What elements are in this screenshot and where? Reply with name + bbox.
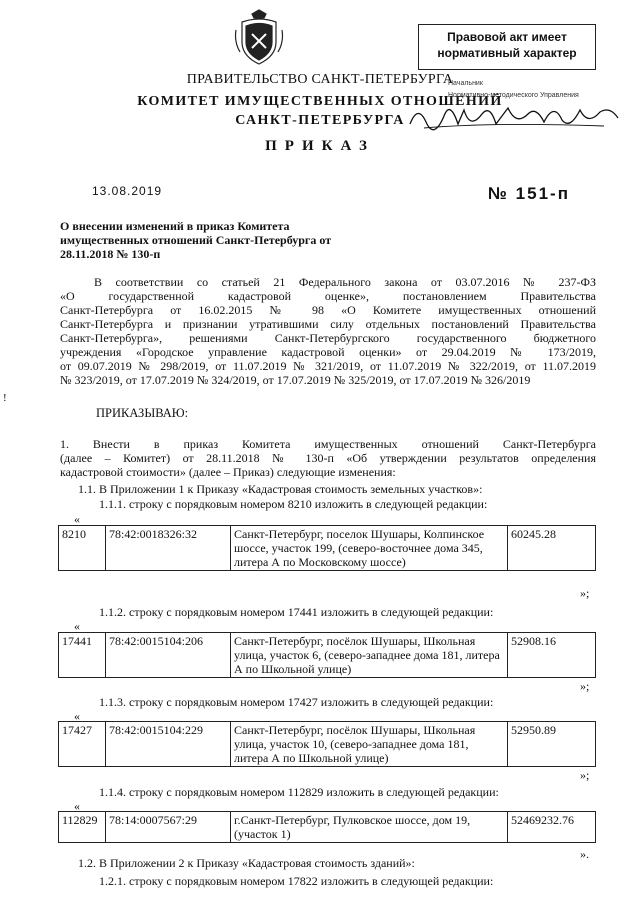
item-1-1-1: 1.1.1. строку с порядковым номером 8210 изложить в следующей редакции: <box>99 497 488 511</box>
item-1-line: (далее – Комитет) от 28.11.2018 № 130-п «Об утверждении результатов определения <box>60 451 596 465</box>
item-1-2: 1.2. В Приложении 2 к Приказу «Кадастровая стоимость зданий»: <box>78 856 415 870</box>
address: г.Санкт-Петербург, Пулковское шоссе, дом 19, (участок 1) <box>231 812 508 843</box>
address: Санкт-Петербург, поселок Шушары, Колпинское шоссе, участок 199, (северо-восточнее дома 345, литера А по Московскому шоссе) <box>231 526 508 571</box>
preamble-line: от 09.07.2019 № 298/2019, от 11.07.2019 № 321/2019, от 11.07.2019 № 322/2019, от 11.07.2019 <box>60 359 596 373</box>
table-row <box>59 722 596 767</box>
city-heading: САНКТ-ПЕТЕРБУРГА <box>235 113 405 128</box>
signature-caption-2: Нормативно-методического Управления <box>448 92 579 99</box>
preamble-line: Санкт-Петербурга и признании утратившими силу отдельных постановлений Правительства <box>60 317 596 331</box>
preamble-line: учреждения «Городское управление кадастровой оценки» от 29.04.2019 № 173/2019, <box>60 345 596 359</box>
document-number: № 151-п <box>488 184 570 203</box>
handwritten-signature <box>404 96 634 136</box>
document-title: О внесении изменений в приказ Комитета имущественных отношений Санкт-Петербурга от 28.11.2018 № 130-п <box>60 219 332 261</box>
close-quote: »; <box>580 586 590 600</box>
preamble-line: № 323/2019, от 17.07.2019 № 324/2019, от 17.07.2019 № 325/2019, от 17.07.2019 № 326/2019 <box>60 373 531 387</box>
stamp-line-2: нормативный характер <box>437 46 577 60</box>
address: Санкт-Петербург, посёлок Шушары, Школьная улица, участок 10, (северо-западнее дома 181, литера А по Школьной улице) <box>231 722 508 767</box>
preamble-line: Санкт-Петербурга от 16.02.2015 № 98 «О Комитете имущественных отношений <box>60 303 596 317</box>
committee-heading: КОМИТЕТ ИМУЩЕСТВЕННЫХ ОТНОШЕНИЙ <box>137 94 503 109</box>
cadastral-value: 52908.16 <box>508 633 596 678</box>
item-1-2-1: 1.2.1. строку с порядковым номером 17822 изложить в следующей редакции: <box>99 874 494 888</box>
close-quote: »; <box>580 768 590 782</box>
cadastral-row-table <box>58 811 596 843</box>
open-quote: « <box>74 799 80 813</box>
table-row <box>59 812 596 843</box>
close-quote: »; <box>580 679 590 693</box>
preamble-line: «О государственной кадастровой оценке», постановлением Правительства <box>60 289 596 303</box>
cadastral-value: 60245.28 <box>508 526 596 571</box>
preamble-line: В соответствии со статьей 21 Федерального закона от 03.07.2016 № 237-ФЗ <box>94 275 596 289</box>
preamble-line: Санкт-Петербурга», решениями Санкт-Петербургского государственного бюджетного <box>60 331 596 345</box>
cadastral-value: 52950.89 <box>508 722 596 767</box>
cadastral-number: 78:42:0015104:206 <box>106 633 231 678</box>
signature-caption-1: Начальник <box>448 80 483 87</box>
item-1-1-4: 1.1.4. строку с порядковым номером 112829 изложить в следующей редакции: <box>99 785 499 799</box>
open-quote: « <box>74 709 80 723</box>
open-quote: « <box>74 512 80 526</box>
row-number: 17427 <box>59 722 106 767</box>
item-1-1-3: 1.1.3. строку с порядковым номером 17427 изложить в следующей редакции: <box>99 695 494 709</box>
stamp-line-1: Правовой акт имеет <box>447 30 567 44</box>
item-1-line: 1. Внести в приказ Комитета имущественных отношений Санкт-Петербурга <box>60 437 596 451</box>
document-date: 13.08.2019 <box>92 184 163 198</box>
government-heading: ПРАВИТЕЛЬСТВО САНКТ-ПЕТЕРБУРГА <box>186 72 454 87</box>
open-quote: « <box>74 619 80 633</box>
preamble <box>60 275 596 387</box>
address: Санкт-Петербург, посёлок Шушары, Школьная улица, участок 6, (северо-западнее дома 181, литера А по Школьной улице) <box>231 633 508 678</box>
item-1 <box>60 437 596 479</box>
item-1-line: кадастровой стоимости» (далее – Приказ) следующие изменения: <box>60 465 396 479</box>
row-number: 112829 <box>59 812 106 843</box>
coat-of-arms-emblem <box>232 8 286 68</box>
cadastral-number: 78:14:0007567:29 <box>106 812 231 843</box>
cadastral-row-table <box>58 632 596 678</box>
cadastral-value: 52469232.76 <box>508 812 596 843</box>
row-number: 8210 <box>59 526 106 571</box>
margin-mark: ! <box>3 392 7 404</box>
close-quote-final: ». <box>580 847 589 861</box>
cadastral-number: 78:42:0018326:32 <box>106 526 231 571</box>
cadastral-row-table <box>58 525 596 571</box>
cadastral-number: 78:42:0015104:229 <box>106 722 231 767</box>
row-number: 17441 <box>59 633 106 678</box>
item-1-1-2: 1.1.2. строку с порядковым номером 17441 изложить в следующей редакции: <box>99 605 494 619</box>
order-word: ПРИКАЗЫВАЮ: <box>96 406 189 420</box>
table-row <box>59 526 596 571</box>
cadastral-row-table <box>58 721 596 767</box>
table-row <box>59 633 596 678</box>
item-1-1: 1.1. В Приложении 1 к Приказу «Кадастровая стоимость земельных участков»: <box>78 482 483 496</box>
normative-stamp <box>418 24 596 70</box>
document-type: ПРИКАЗ <box>265 138 375 154</box>
